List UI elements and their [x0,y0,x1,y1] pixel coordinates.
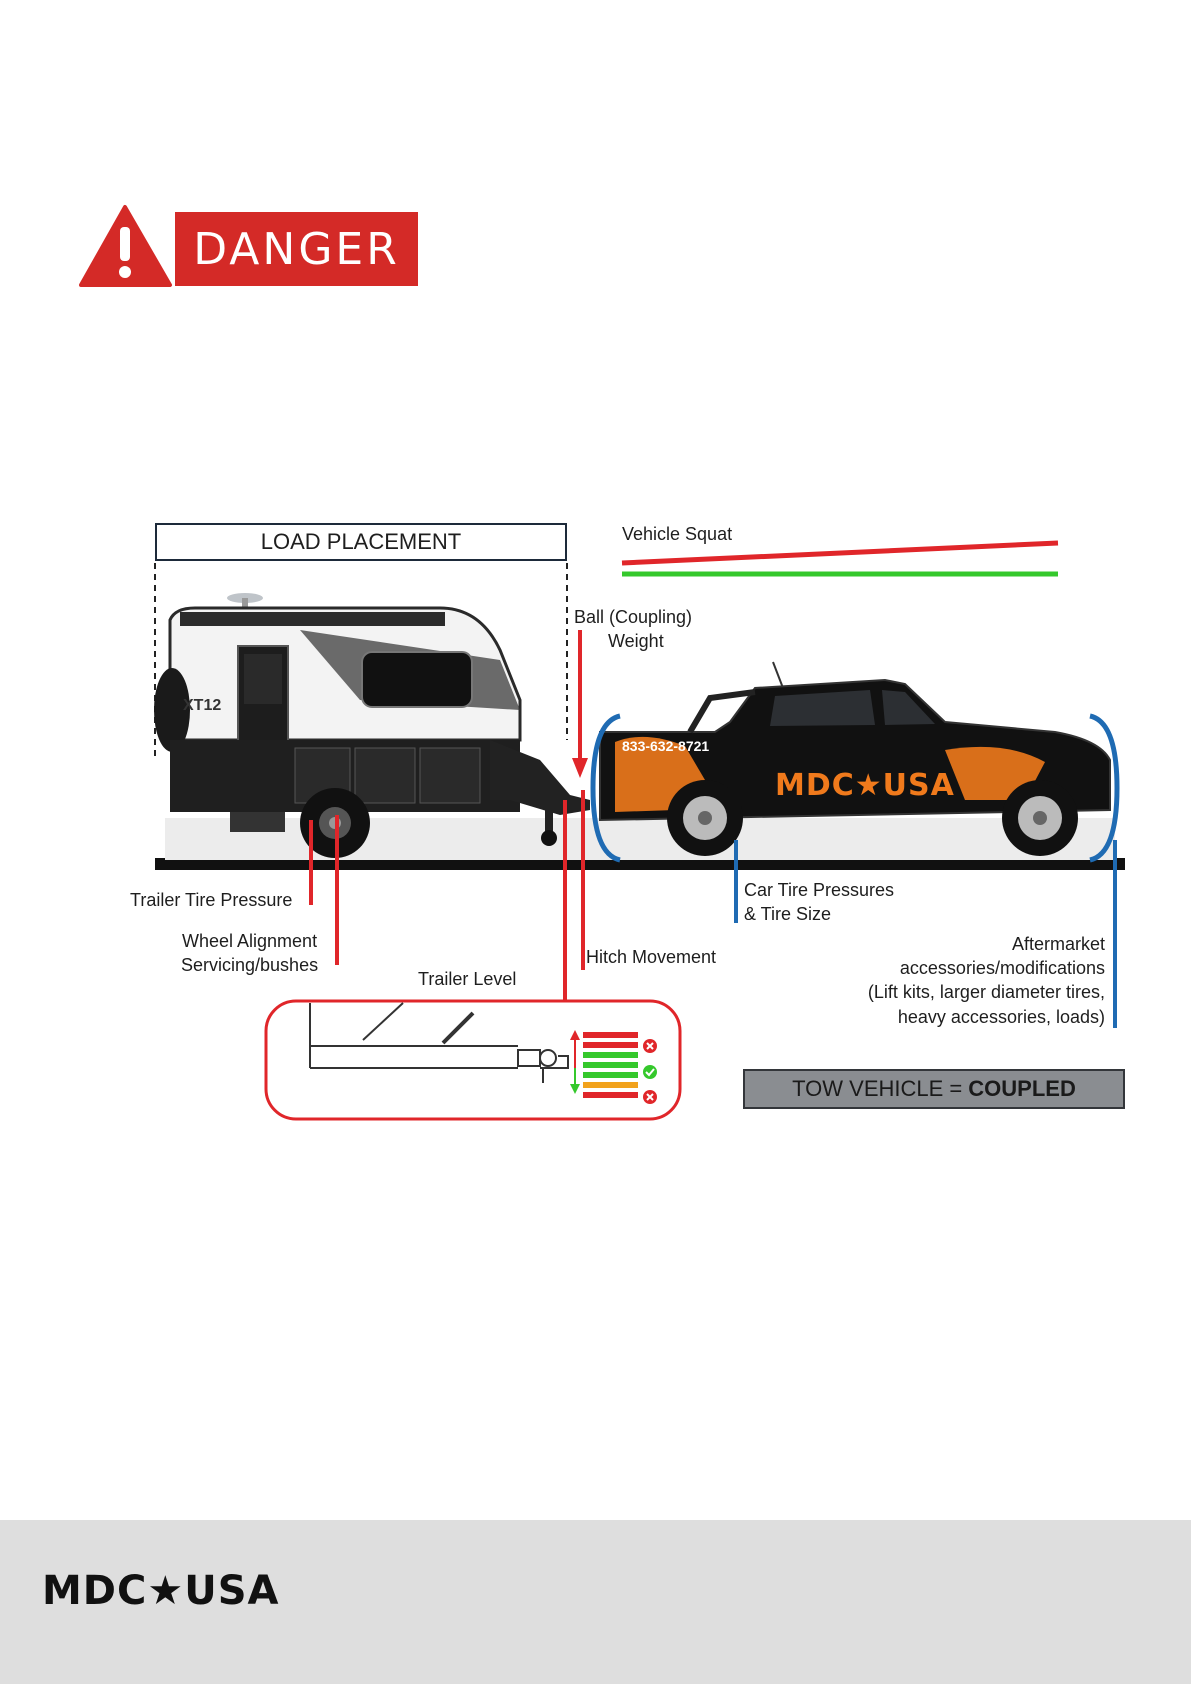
hitch-movement-label: Hitch Movement [586,947,717,967]
car-tire-label-2: & Tire Size [744,904,832,924]
wheel-alignment-leader [335,815,339,965]
trailer-image [150,590,610,860]
ball-weight-label-2: Weight [608,631,664,651]
trailer-tire-leader [309,820,313,905]
aftermarket-leader [1113,840,1117,1028]
ball-weight-label-1: Ball (Coupling) [574,607,693,627]
footer-logo: MDC★USA [42,1568,280,1614]
car-bracket-left [585,712,625,864]
tow-vehicle-status: COUPLED [968,1076,1076,1101]
aftermarket-label-4: heavy accessories, loads) [897,1007,1105,1027]
truck-phone-decal: 833-632-8721 [622,738,710,754]
aftermarket-label-3: (Lift kits, larger diameter tires, [867,982,1105,1002]
car-tire-leader [734,840,738,923]
car-tire-label-1: Car Tire Pressures [744,880,895,900]
trailer-level-inset [263,998,683,1123]
tow-vehicle-prefix: TOW VEHICLE = [792,1076,963,1101]
vehicle-squat-label: Vehicle Squat [622,524,733,544]
trailer-model-badge: XT12 [183,697,222,714]
tow-vehicle-status-box [743,1069,1125,1109]
trailer-level-leader [563,800,567,1000]
load-placement-title: LOAD PLACEMENT [155,523,567,561]
wheel-alignment-label-1: Wheel Alignment [182,931,318,951]
danger-label: DANGER [175,212,418,286]
trailer-tire-pressure-label: Trailer Tire Pressure [130,890,293,910]
wheel-alignment-label-2: Servicing/bushes [181,955,319,975]
truck-logo-decal: MDC★USA [775,768,955,803]
hitch-movement-leader [581,790,585,970]
aftermarket-label-1: Aftermarket [1011,934,1105,954]
trailer-level-label: Trailer Level [418,969,517,989]
vehicle-squat-lines [620,535,1060,580]
warning-icon [78,203,173,288]
aftermarket-label-2: accessories/modifications [899,958,1105,978]
truck-image [585,650,1125,865]
car-bracket-right [1085,712,1125,864]
